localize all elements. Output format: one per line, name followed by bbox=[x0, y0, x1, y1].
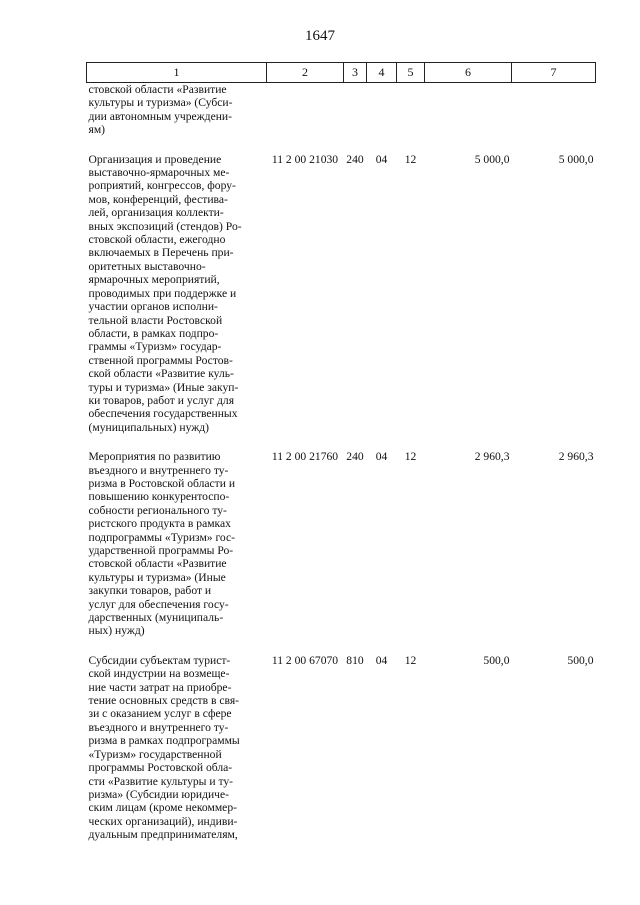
name-line: ям) bbox=[88, 123, 106, 137]
vr-cell: 240 bbox=[346, 152, 364, 166]
name-line: ризма в рамках подпрограммы bbox=[88, 734, 240, 748]
vr-cell bbox=[344, 83, 367, 137]
sum1-cell: 5 000,0 bbox=[474, 152, 510, 166]
name-line: Организация и проведение bbox=[88, 152, 222, 166]
name-line: стовской области, ежегодно bbox=[88, 233, 226, 247]
sum1-cell bbox=[425, 83, 512, 137]
name-line: (муниципальных) нужд) bbox=[88, 420, 210, 434]
name-line: тельной власти Ростовской bbox=[88, 313, 223, 327]
header-col-6: 6 bbox=[425, 63, 512, 83]
header-col-2: 2 bbox=[267, 63, 344, 83]
name-line: повышению конкурентоспо- bbox=[88, 490, 230, 504]
name-line: ской индустрии на возмеще- bbox=[88, 667, 230, 681]
vr-cell: 810 bbox=[346, 653, 364, 667]
header-col-3: 3 bbox=[344, 63, 367, 83]
name-line: ударственной программы Ро- bbox=[88, 544, 234, 557]
row-name-cell bbox=[87, 447, 267, 638]
name-line: дии автономным учреждени- bbox=[88, 109, 232, 123]
name-line: ческих организаций), индиви- bbox=[88, 814, 238, 828]
name-line: граммы «Туризм» государ- bbox=[88, 340, 222, 354]
name-line: въездного и внутреннего ту- bbox=[88, 720, 229, 734]
csr-cell: 11 2 00 21030 bbox=[271, 152, 339, 166]
name-line: Мероприятия по развитию bbox=[88, 450, 221, 464]
pr-cell bbox=[397, 83, 425, 137]
name-line: дуальным предпринимателям, bbox=[88, 828, 238, 842]
table-row bbox=[87, 150, 596, 435]
name-line: стовской области «Развитие bbox=[88, 557, 227, 571]
name-line: проводимых при поддержке и bbox=[88, 286, 237, 300]
name-line: культуры и туризма» (Иные bbox=[88, 570, 226, 584]
header-col-5: 5 bbox=[397, 63, 425, 83]
rz-cell: 04 bbox=[375, 653, 388, 667]
name-line: сти «Развитие культуры и ту- bbox=[88, 774, 234, 788]
name-line: ристского продукта в рамках bbox=[88, 517, 231, 531]
name-line: «Туризм» государственной bbox=[88, 747, 222, 761]
name-line: въездного и внутреннего ту- bbox=[88, 463, 229, 477]
pr-cell: 12 bbox=[404, 653, 417, 667]
name-line: стовской области «Развитие bbox=[88, 83, 227, 96]
header-col-7: 7 bbox=[512, 63, 596, 83]
sum1-cell: 2 960,3 bbox=[474, 450, 510, 464]
name-line: услуг для обеспечения госу- bbox=[88, 597, 229, 611]
pr-cell: 12 bbox=[404, 152, 417, 166]
rz-cell bbox=[367, 83, 397, 137]
rz-cell: 04 bbox=[375, 152, 388, 166]
header-row bbox=[87, 63, 596, 83]
rz-cell: 04 bbox=[375, 450, 388, 464]
csr-cell: 11 2 00 21760 bbox=[271, 450, 339, 464]
budget-table bbox=[86, 62, 596, 842]
vr-cell: 240 bbox=[346, 450, 364, 464]
name-line: Субсидии субъектам турист- bbox=[88, 653, 231, 667]
table-body bbox=[87, 83, 596, 842]
name-line: лей, организация коллекти- bbox=[88, 206, 224, 220]
name-line: тение основных средств в свя- bbox=[88, 694, 240, 708]
sum1-cell: 500,0 bbox=[483, 653, 510, 667]
header-col-4: 4 bbox=[367, 63, 397, 83]
name-line: ственной программы Ростов- bbox=[88, 353, 233, 367]
table-row bbox=[87, 651, 596, 842]
row-name-cell bbox=[87, 83, 267, 137]
csr-cell: 11 2 00 67070 bbox=[271, 653, 339, 667]
name-line: зи с оказанием услуг в сфере bbox=[88, 707, 232, 721]
sum2-cell bbox=[512, 83, 596, 137]
name-line: ским лицам (кроме некоммер- bbox=[88, 801, 237, 815]
name-line: закупки товаров, работ и bbox=[88, 584, 212, 598]
name-line: выставочно-ярмарочных ме- bbox=[88, 166, 230, 180]
name-line: роприятий, конгрессов, фору- bbox=[88, 179, 236, 193]
name-line: собности регионального ту- bbox=[88, 503, 227, 517]
name-line: обеспечения государственных bbox=[88, 407, 238, 421]
csr-cell bbox=[267, 83, 344, 137]
name-line: ризма» (Субсидии юридиче- bbox=[88, 787, 230, 801]
row-name-cell bbox=[87, 651, 267, 842]
name-line: области, в рамках подпро- bbox=[88, 326, 219, 340]
name-line: дарственных (муниципаль- bbox=[88, 611, 224, 625]
name-line: ных) нужд) bbox=[88, 624, 145, 638]
name-line: ризма в Ростовской области и bbox=[88, 476, 236, 490]
header-col-1: 1 bbox=[87, 63, 267, 83]
name-line: подпрограммы «Туризм» гос- bbox=[88, 530, 236, 544]
table-row bbox=[87, 83, 596, 137]
pr-cell: 12 bbox=[404, 450, 417, 464]
name-line: оритетных выставочно- bbox=[88, 259, 206, 273]
name-line: ярмарочных мероприятий, bbox=[88, 273, 220, 287]
name-line: программы Ростовской обла- bbox=[88, 761, 233, 775]
table-row bbox=[87, 447, 596, 638]
row-name-cell bbox=[87, 150, 267, 435]
name-line: культуры и туризма» (Субси- bbox=[88, 96, 233, 110]
name-line: участии органов исполни- bbox=[88, 300, 218, 314]
name-line: вных экспозиций (стендов) Ро- bbox=[88, 219, 242, 233]
sum2-cell: 5 000,0 bbox=[558, 152, 594, 166]
name-line: туры и туризма» (Иные закуп- bbox=[88, 380, 239, 394]
sum2-cell: 500,0 bbox=[567, 653, 594, 667]
name-line: включаемых в Перечень при- bbox=[88, 246, 234, 260]
name-line: ской области «Развитие куль- bbox=[88, 367, 234, 381]
name-line: ние части затрат на приобре- bbox=[88, 680, 232, 694]
name-line: ки товаров, работ и услуг для bbox=[88, 393, 235, 407]
page-number: 1647 bbox=[305, 28, 335, 44]
sum2-cell: 2 960,3 bbox=[558, 450, 594, 464]
name-line: мов, конференций, фестива- bbox=[88, 192, 228, 206]
